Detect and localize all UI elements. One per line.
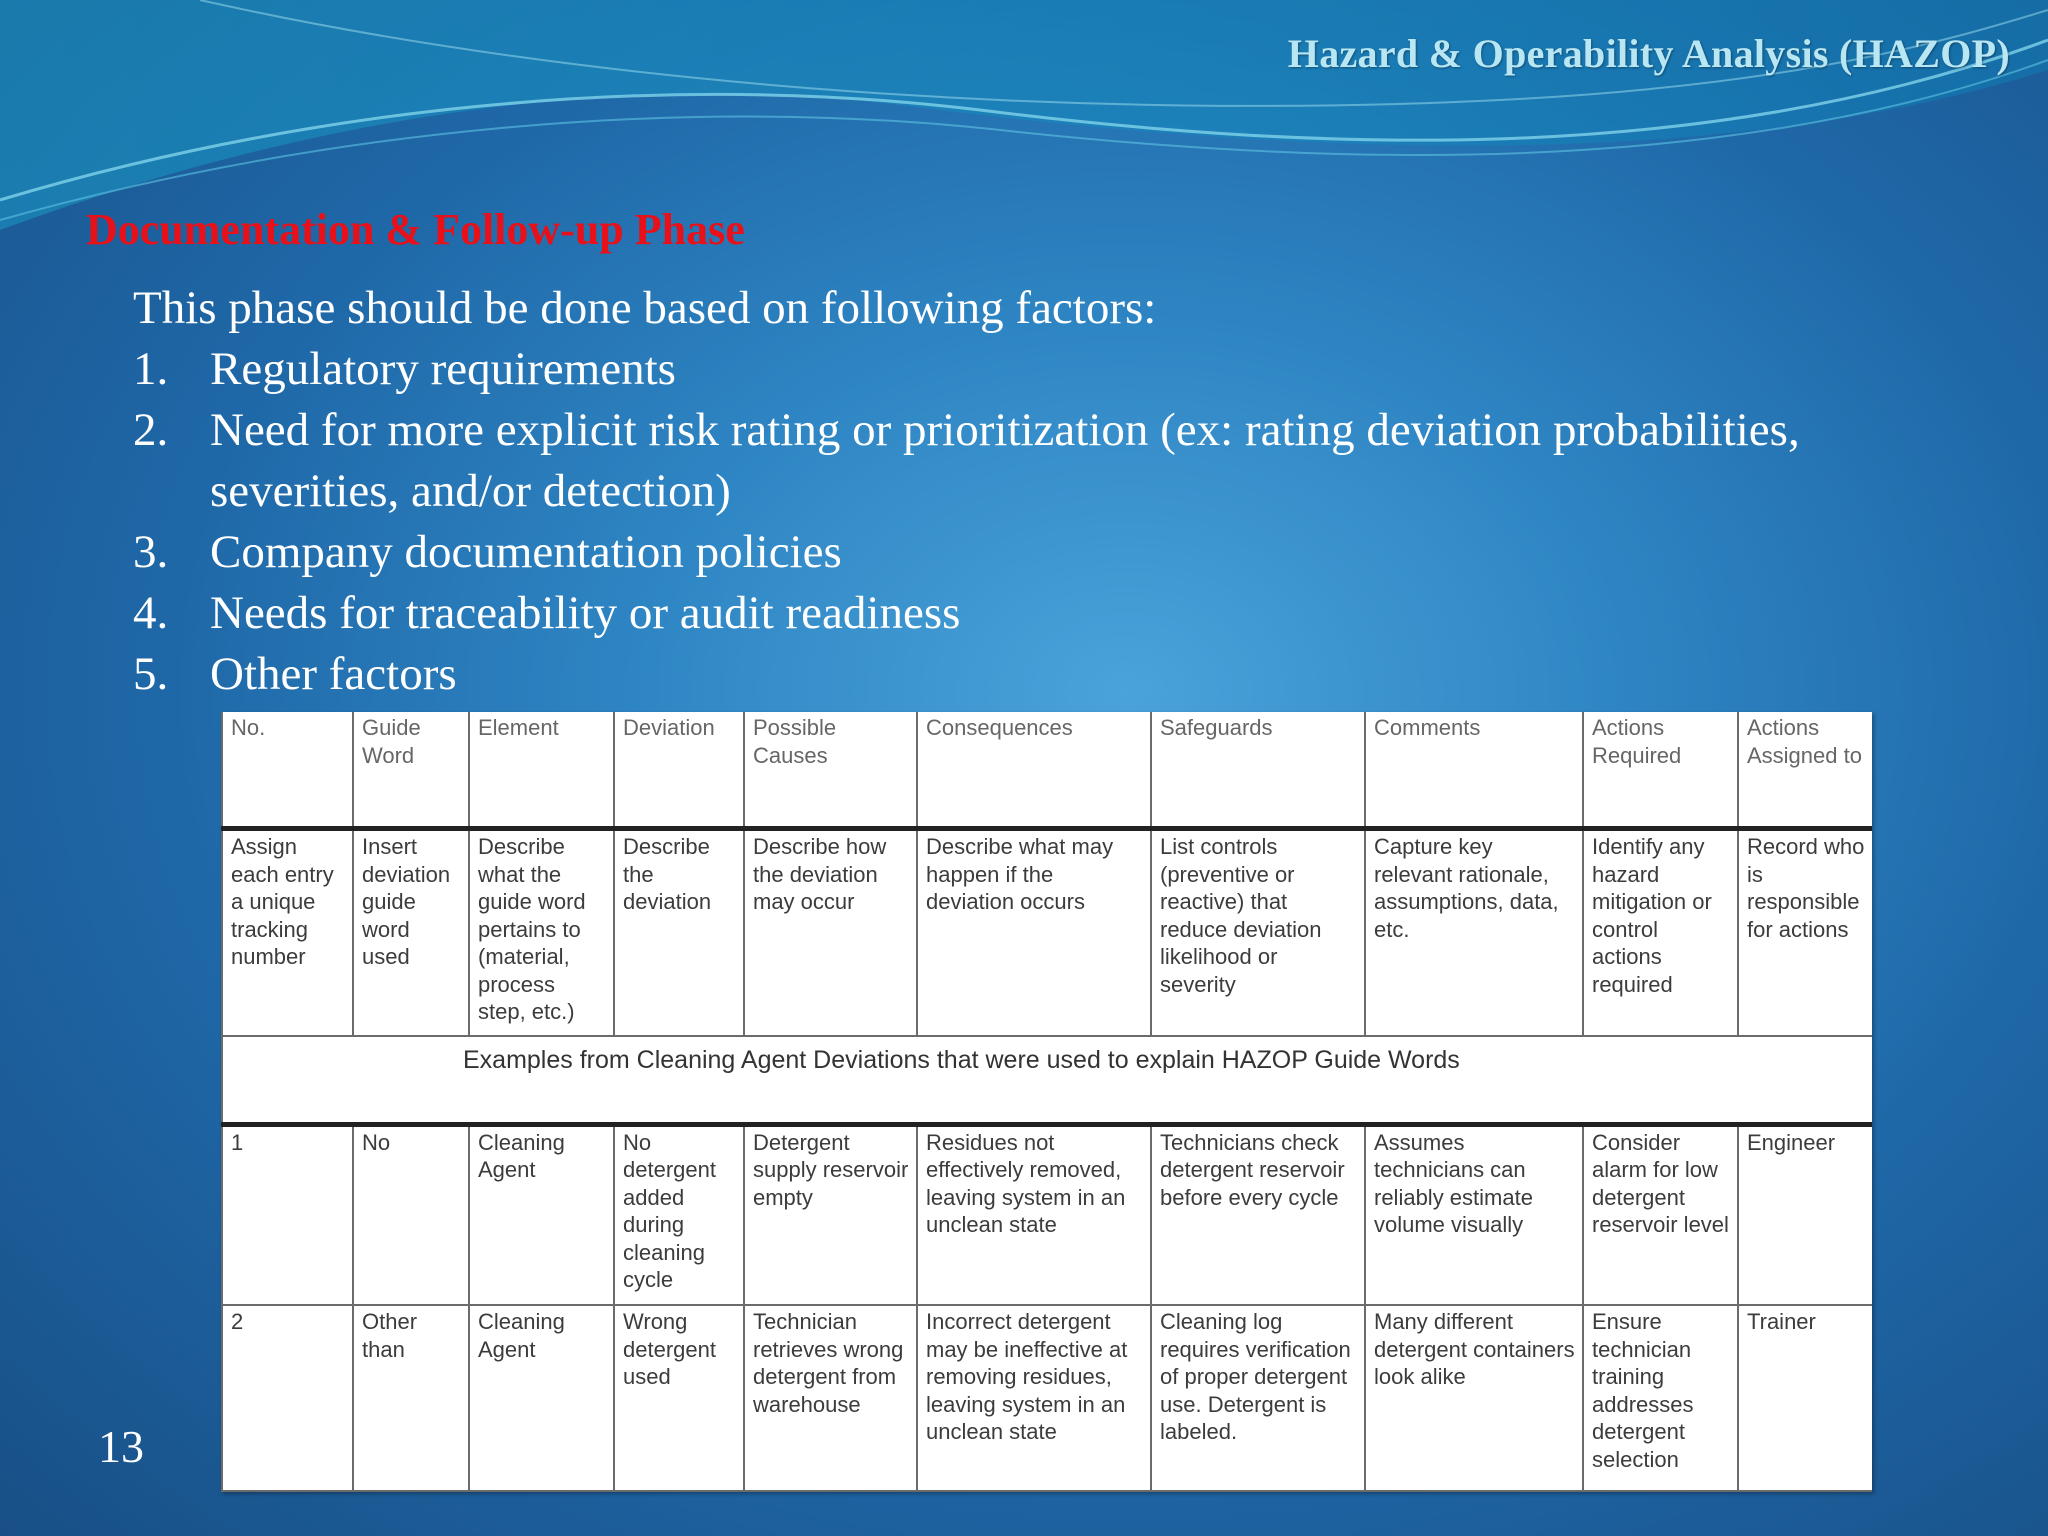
factor-text: Need for more explicit risk rating or prioritization (ex: rating deviation probabilities, severities, and/or detection) xyxy=(210,404,1800,517)
section-heading: Documentation & Follow-up Phase xyxy=(86,205,745,254)
factor-number: 5. xyxy=(133,648,169,700)
description-cell: Assign each entry a unique tracking number xyxy=(222,829,353,1036)
hazop-worksheet-image xyxy=(221,712,1872,1492)
description-cell: Identify any hazard mitigation or control actions required xyxy=(1583,829,1738,1036)
column-header: Element xyxy=(469,712,614,829)
table-cell: 2 xyxy=(222,1305,353,1491)
hazop-worksheet-table xyxy=(221,712,1872,1492)
table-cell: Other than xyxy=(353,1305,469,1491)
intro-text: This phase should be done based on following factors: xyxy=(133,282,1157,334)
column-header: Possible Causes xyxy=(744,712,917,829)
table-cell: Cleaning Agent xyxy=(469,1124,614,1305)
description-cell: List controls (preventive or reactive) that reduce deviation likelihood or severity xyxy=(1151,829,1365,1036)
description-row xyxy=(222,829,1872,1036)
column-header: Comments xyxy=(1365,712,1583,829)
factor-text: Other factors xyxy=(210,648,457,700)
table-cell: No xyxy=(353,1124,469,1305)
table-header-row xyxy=(222,712,1872,829)
examples-caption: Examples from Cleaning Agent Deviations that were used to explain HAZOP Guide Words xyxy=(222,1036,1872,1124)
column-header: No. xyxy=(222,712,353,829)
table-cell: Residues not effectively removed, leaving system in an unclean state xyxy=(917,1124,1151,1305)
factor-item xyxy=(133,522,1983,583)
deck-title: Hazard & Operability Analysis (HAZOP) xyxy=(1287,31,2010,76)
table-cell: No detergent added during cleaning cycle xyxy=(614,1124,744,1305)
description-cell: Describe how the deviation may occur xyxy=(744,829,917,1036)
factor-item xyxy=(133,339,1983,400)
description-cell: Capture key relevant rationale, assumptions, data, etc. xyxy=(1365,829,1583,1036)
table-cell: 1 xyxy=(222,1124,353,1305)
column-header: Safeguards xyxy=(1151,712,1365,829)
table-row xyxy=(222,1305,1872,1491)
factor-text: Company documentation policies xyxy=(210,526,842,578)
table-cell: Wrong detergent used xyxy=(614,1305,744,1491)
table-cell: Consider alarm for low detergent reservoir level xyxy=(1583,1124,1738,1305)
factor-number: 4. xyxy=(133,587,169,639)
description-cell: Describe what may happen if the deviation occurs xyxy=(917,829,1151,1036)
slide-number: 13 xyxy=(98,1421,144,1472)
description-cell: Insert deviation guide word used xyxy=(353,829,469,1036)
factor-text: Regulatory requirements xyxy=(210,343,676,395)
column-header: Deviation xyxy=(614,712,744,829)
factor-item xyxy=(133,583,1983,644)
column-header: Actions Assigned to xyxy=(1738,712,1872,829)
table-cell: Trainer xyxy=(1738,1305,1872,1491)
examples-caption-row xyxy=(222,1036,1872,1124)
table-cell: Cleaning Agent xyxy=(469,1305,614,1491)
table-cell: Many different detergent containers look alike xyxy=(1365,1305,1583,1491)
table-cell: Engineer xyxy=(1738,1124,1872,1305)
table-cell: Technician retrieves wrong detergent from warehouse xyxy=(744,1305,917,1491)
table-cell: Cleaning log requires verification of proper detergent use. Detergent is labeled. xyxy=(1151,1305,1365,1491)
table-cell: Technicians check detergent reservoir before every cycle xyxy=(1151,1124,1365,1305)
table-row xyxy=(222,1124,1872,1305)
table-cell: Assumes technicians can reliably estimate volume visually xyxy=(1365,1124,1583,1305)
factor-item xyxy=(133,400,1983,522)
factor-number: 1. xyxy=(133,343,169,395)
description-cell: Describe the deviation xyxy=(614,829,744,1036)
description-cell: Describe what the guide word pertains to (material, process step, etc.) xyxy=(469,829,614,1036)
factor-list xyxy=(133,339,1983,705)
column-header: Actions Required xyxy=(1583,712,1738,829)
table-cell: Incorrect detergent may be ineffective at removing residues, leaving system in an unclean state xyxy=(917,1305,1151,1491)
factor-text: Needs for traceability or audit readiness xyxy=(210,587,961,639)
table-cell: Ensure technician training addresses detergent selection xyxy=(1583,1305,1738,1491)
factor-number: 2. xyxy=(133,404,169,456)
column-header: Consequences xyxy=(917,712,1151,829)
description-cell: Record who is responsible for actions xyxy=(1738,829,1872,1036)
table-cell: Detergent supply reservoir empty xyxy=(744,1124,917,1305)
factor-item xyxy=(133,644,1983,705)
factor-number: 3. xyxy=(133,526,169,578)
column-header: Guide Word xyxy=(353,712,469,829)
